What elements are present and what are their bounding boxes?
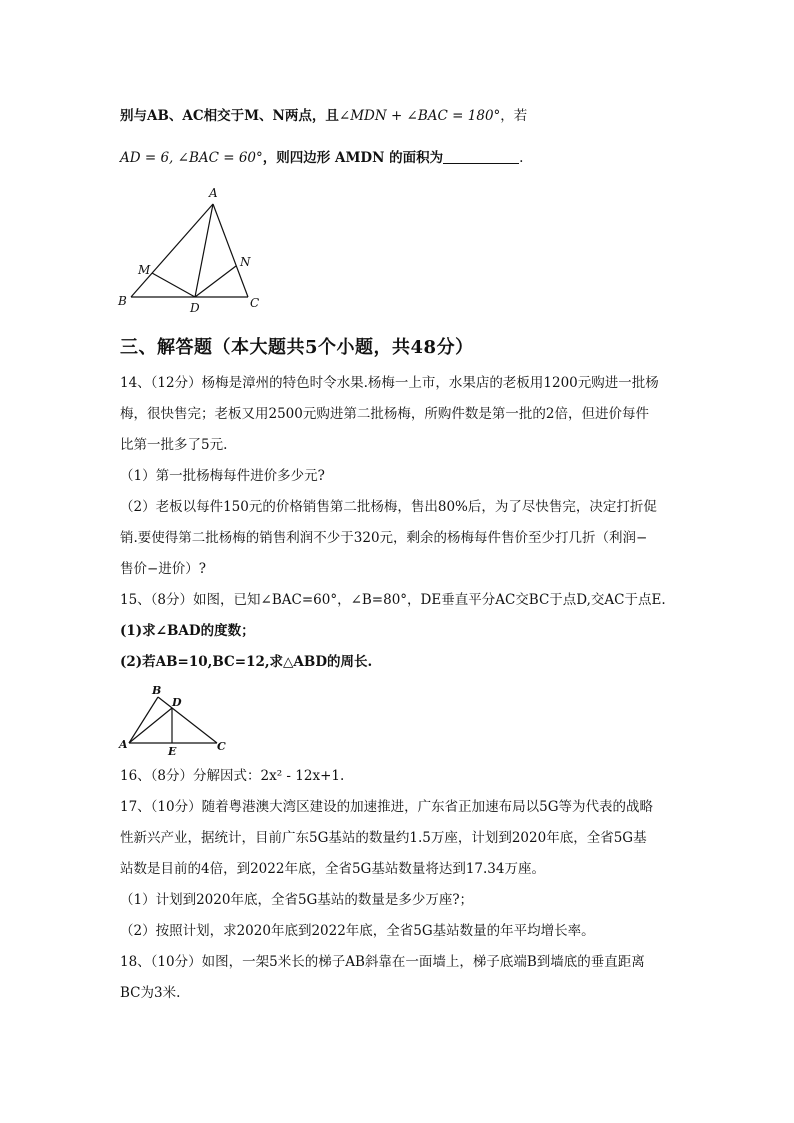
q15-segment-ab	[129, 697, 158, 743]
q14-line-3: 比第一批多了5元.	[120, 437, 228, 453]
q15-segment-ad	[129, 708, 172, 743]
q13-line-1-text: 别与AB、AC相交于M、N两点，且	[120, 108, 339, 124]
q13-label-a: A	[209, 186, 218, 200]
q16-line-1: 16、（8分）分解因式：2x² - 12x+1.	[120, 768, 345, 784]
q13-line-2-text: ，则四边形 AMDN 的面积为	[262, 150, 444, 166]
q15-part-2: (2)若AB=10,BC=12,求△ABD的周长.	[120, 654, 373, 670]
q17-part-2: （2）按照计划，求2020年底到2022年底，全省5G基站数量的年平均增长率。	[120, 923, 595, 939]
q15-segment-bc	[158, 697, 217, 743]
q18-line-1: 18、（10分）如图，一架5米长的梯子AB斜靠在一面墙上，梯子底端B到墙底的垂直距离	[120, 954, 645, 970]
q15-label-e: E	[168, 745, 177, 758]
q13-label-m: M	[138, 263, 151, 277]
q13-label-c: C	[250, 296, 260, 310]
q14-part-2-line-3: 售价−进价）?	[120, 561, 207, 577]
q18-line-2: BC为3米.	[120, 985, 181, 1001]
q13-label-b: B	[118, 294, 127, 308]
q17-line-1: 17、（10分）随着粤港澳大湾区建设的加速推进，广东省正加速布局以5G等为代表的战略	[120, 799, 653, 815]
q15-label-d: D	[172, 696, 182, 709]
q14-part-1: （1）第一批杨梅每件进价多少元?	[120, 468, 325, 484]
section-3-heading: 三、解答题（本大题共5个小题，共48分）	[120, 337, 474, 358]
q15-part-1: (1)求∠BAD的度数；	[120, 623, 255, 639]
q15-label-b: B	[152, 684, 162, 697]
q15-line-1: 15、（8分）如图，已知∠BAC=60°，∠B=80°，DE垂直平分AC交BC于点D,交AC于点E.	[120, 592, 666, 608]
q15-label-c: C	[217, 740, 226, 753]
q17-line-2: 性新兴产业，据统计，目前广东5G基站的数量约1.5万座，计划到2020年底，全省5G基	[120, 830, 647, 846]
q14-part-2-line-2: 销.要使得第二批杨梅的销售利润不少于320元，剩余的杨梅每件售价至少打几折（利润−	[120, 530, 648, 546]
q13-line-1-end: ，若	[500, 108, 528, 124]
q17-line-3: 站数是目前的4倍，到2022年底，全省5G基站数量将达到17.34万座。	[120, 861, 545, 877]
q15-label-a: A	[119, 738, 128, 751]
q13-line-2-end: .	[519, 150, 524, 166]
q14-line-2: 梅，很快售完；老板又用2500元购进第二批杨梅，所购件数是第一批的2倍，但进价每件	[120, 406, 649, 422]
q13-given-values: AD = 6, ∠BAC = 60°	[120, 150, 263, 166]
q14-line-1: 14、（12分）杨梅是漳州的特色时令水果.杨梅一上市，水果店的老板用1200元购进一批杨	[120, 375, 659, 391]
q13-label-n: N	[240, 255, 251, 269]
q17-part-1: （1）计划到2020年底，全省5G基站的数量是多少万座?；	[120, 892, 474, 908]
q13-label-d: D	[190, 301, 200, 315]
q13-angle-condition: ∠MDN + ∠BAC = 180°	[338, 108, 501, 124]
q14-part-2-line-1: （2）老板以每件150元的价格销售第二批杨梅，售出80%后，为了尽快售完，决定打折促	[120, 499, 657, 515]
